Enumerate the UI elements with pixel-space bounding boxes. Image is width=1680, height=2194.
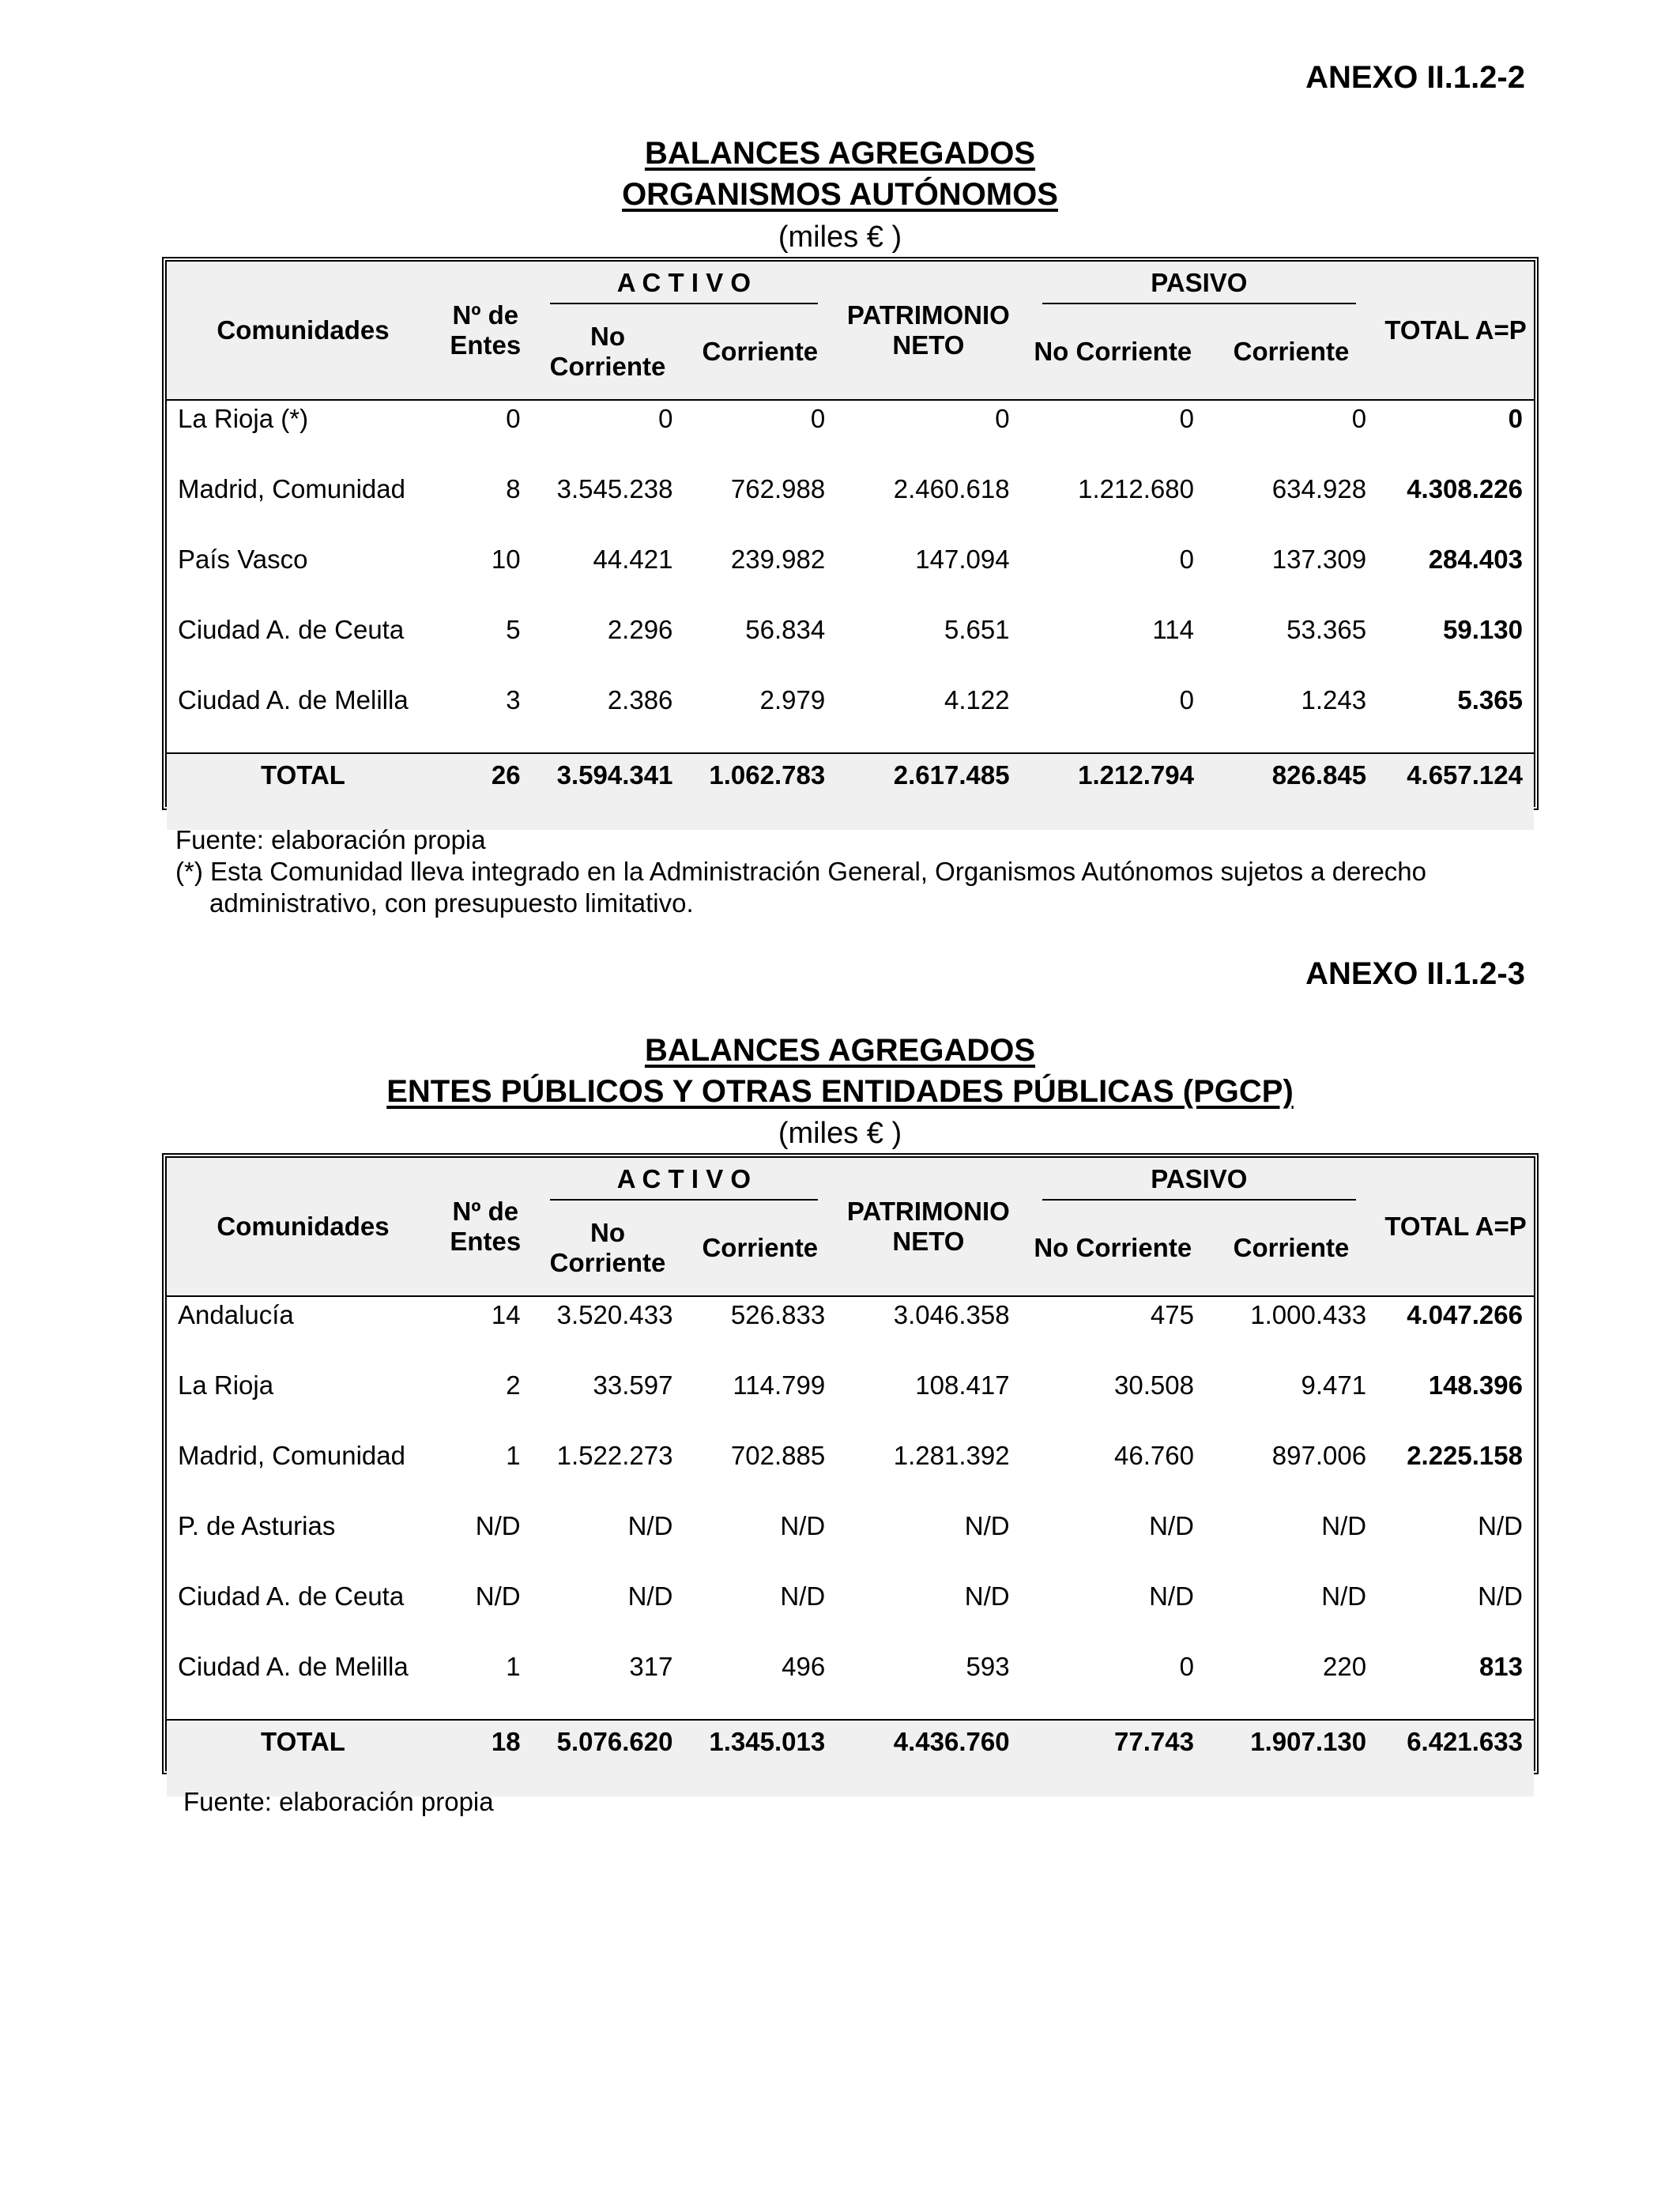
cell-pasivo-no-corriente: 1.212.794	[1021, 753, 1205, 830]
cell-comunidad: Ciudad A. de Melilla	[178, 685, 409, 714]
cell-activo-no-corriente: 3.594.341	[532, 753, 684, 830]
header-activo-no-corriente: No Corriente	[532, 1201, 684, 1296]
cell-total: N/D	[1478, 1581, 1523, 1611]
footnote-line-1: (*) Esta Comunidad lleva integrado en la Administración General, Organismos Autónomos sujetos a derecho	[175, 857, 1427, 886]
balance-table-organismos	[162, 257, 1539, 810]
cell-pasivo-no-corriente: 0	[1179, 1652, 1194, 1681]
source-note	[175, 824, 1426, 919]
cell-comunidad: País Vasco	[178, 545, 308, 574]
header-patrimonio: PATRIMONIO NETO	[836, 262, 1020, 400]
cell-comunidad: Andalucía	[178, 1300, 294, 1329]
cell-activo-no-corriente: 1.522.273	[556, 1441, 673, 1470]
cell-entes: 3	[506, 685, 521, 714]
cell-entes: 1	[506, 1652, 521, 1681]
cell-entes: 14	[491, 1300, 521, 1329]
cell-activo-corriente: 762.988	[730, 474, 826, 503]
cell-pasivo-corriente: 1.000.433	[1250, 1300, 1367, 1329]
cell-activo-corriente: N/D	[780, 1581, 826, 1611]
cell-comunidad: Madrid, Comunidad	[178, 474, 405, 503]
units-label: (miles € )	[778, 221, 902, 254]
cell-activo-corriente: 496	[782, 1652, 826, 1681]
header-activo-corriente: Corriente	[684, 1201, 836, 1296]
table-title: BALANCES AGREGADOS	[644, 136, 1036, 171]
cell-pasivo-no-corriente: N/D	[1149, 1511, 1194, 1540]
cell-total: 148.396	[1428, 1370, 1523, 1400]
header-entes: Nº de Entes	[439, 262, 532, 400]
cell-total: 813	[1478, 1652, 1523, 1681]
cell-entes: 1	[506, 1441, 521, 1470]
header-entes: Nº de Entes	[439, 1158, 532, 1296]
cell-comunidad: La Rioja	[178, 1370, 274, 1400]
header-activo-no-corriente: No Corriente	[532, 304, 684, 400]
cell-total-label: TOTAL	[167, 753, 439, 830]
header-total: TOTAL A=P	[1377, 1158, 1534, 1296]
cell-pasivo-corriente: N/D	[1321, 1511, 1367, 1540]
cell-activo-corriente: 2.979	[759, 685, 826, 714]
cell-entes: 10	[491, 545, 521, 574]
cell-entes: 18	[439, 1720, 532, 1796]
cell-total: 5.365	[1457, 685, 1523, 714]
cell-pasivo-no-corriente: 30.508	[1114, 1370, 1194, 1400]
table-row	[167, 1367, 1534, 1438]
cell-comunidad: La Rioja (*)	[178, 404, 309, 433]
header-activo: A C T I V O	[532, 1158, 837, 1201]
cell-activo-no-corriente: N/D	[627, 1511, 673, 1540]
total-row	[167, 1720, 1534, 1796]
cell-entes: 0	[506, 404, 521, 433]
cell-patrimonio: 2.460.618	[893, 474, 1010, 503]
cell-pasivo-corriente: 1.243	[1301, 685, 1367, 714]
cell-pasivo-no-corriente: N/D	[1149, 1581, 1194, 1611]
cell-activo-corriente: 114.799	[733, 1370, 826, 1400]
cell-activo-corriente: N/D	[780, 1511, 826, 1540]
cell-activo-no-corriente: 2.296	[607, 615, 673, 644]
cell-entes: N/D	[475, 1581, 521, 1611]
cell-pasivo-corriente: 826.845	[1205, 753, 1377, 830]
cell-activo-no-corriente: 2.386	[607, 685, 673, 714]
cell-activo-no-corriente: 44.421	[593, 545, 673, 574]
cell-activo-no-corriente: 5.076.620	[532, 1720, 684, 1796]
source-note	[183, 1786, 494, 1818]
table-row	[167, 1296, 1534, 1367]
footnote-line-2: administrativo, con presupuesto limitativo.	[209, 888, 694, 918]
cell-pasivo-no-corriente: 46.760	[1114, 1441, 1194, 1470]
cell-pasivo-corriente: 1.907.130	[1205, 1720, 1377, 1796]
cell-patrimonio: 5.651	[944, 615, 1010, 644]
header-pasivo-no-corriente: No Corriente	[1021, 304, 1205, 400]
cell-total: N/D	[1478, 1511, 1523, 1540]
table-row	[167, 1438, 1534, 1508]
units-label: (miles € )	[778, 1117, 902, 1150]
cell-pasivo-corriente: 137.309	[1271, 545, 1367, 574]
cell-comunidad: Ciudad A. de Ceuta	[178, 1581, 405, 1611]
cell-entes: N/D	[475, 1511, 521, 1540]
cell-patrimonio: 4.122	[944, 685, 1010, 714]
cell-patrimonio: 2.617.485	[836, 753, 1020, 830]
cell-activo-corriente: 1.062.783	[684, 753, 836, 830]
cell-patrimonio: 108.417	[915, 1370, 1010, 1400]
cell-patrimonio: 593	[966, 1652, 1010, 1681]
cell-total: 6.421.633	[1377, 1720, 1534, 1796]
cell-activo-corriente: 526.833	[730, 1300, 826, 1329]
header-activo-corriente: Corriente	[684, 304, 836, 400]
table-row	[167, 471, 1534, 541]
table-row	[167, 1649, 1534, 1720]
cell-patrimonio: 1.281.392	[893, 1441, 1010, 1470]
header-comunidades: Comunidades	[167, 1158, 439, 1296]
cell-entes: 5	[506, 615, 521, 644]
fuente-text: Fuente: elaboración propia	[183, 1787, 494, 1816]
table-title: BALANCES AGREGADOS	[644, 1033, 1036, 1068]
table-subtitle: ENTES PÚBLICOS Y OTRAS ENTIDADES PÚBLICAS (PGCP)	[386, 1074, 1294, 1109]
cell-comunidad: Madrid, Comunidad	[178, 1441, 405, 1470]
balance-table-entes-publicos	[162, 1153, 1539, 1774]
cell-pasivo-no-corriente: 0	[1179, 685, 1194, 714]
header-total: TOTAL A=P	[1377, 262, 1534, 400]
table-subtitle: ORGANISMOS AUTÓNOMOS	[622, 177, 1058, 212]
table-row	[167, 682, 1534, 753]
cell-comunidad: P. de Asturias	[178, 1511, 336, 1540]
header-pasivo-no-corriente: No Corriente	[1021, 1201, 1205, 1296]
cell-activo-corriente: 239.982	[730, 545, 826, 574]
cell-activo-corriente: 702.885	[730, 1441, 826, 1470]
cell-activo-no-corriente: 3.520.433	[556, 1300, 673, 1329]
cell-total: 59.130	[1443, 615, 1523, 644]
cell-activo-no-corriente: 317	[629, 1652, 673, 1681]
anexo-label: ANEXO II.1.2-3	[1305, 956, 1525, 991]
cell-comunidad: Ciudad A. de Melilla	[178, 1652, 409, 1681]
cell-pasivo-no-corriente: 0	[1179, 545, 1194, 574]
cell-total: 284.403	[1428, 545, 1523, 574]
cell-pasivo-no-corriente: 77.743	[1021, 1720, 1205, 1796]
cell-activo-no-corriente: 0	[658, 404, 673, 433]
cell-pasivo-no-corriente: 1.212.680	[1078, 474, 1194, 503]
cell-entes: 26	[439, 753, 532, 830]
cell-total: 0	[1508, 404, 1523, 433]
header-pasivo-corriente: Corriente	[1205, 1201, 1377, 1296]
cell-patrimonio: 147.094	[915, 545, 1010, 574]
header-activo: A C T I V O	[532, 262, 837, 304]
cell-entes: 2	[506, 1370, 521, 1400]
cell-pasivo-corriente: 634.928	[1271, 474, 1367, 503]
cell-entes: 8	[506, 474, 521, 503]
cell-activo-no-corriente: N/D	[627, 1581, 673, 1611]
header-pasivo-corriente: Corriente	[1205, 304, 1377, 400]
cell-pasivo-corriente: N/D	[1321, 1581, 1367, 1611]
cell-pasivo-corriente: 897.006	[1271, 1441, 1367, 1470]
cell-pasivo-corriente: 220	[1323, 1652, 1367, 1681]
total-row	[167, 753, 1534, 830]
cell-patrimonio: 3.046.358	[893, 1300, 1010, 1329]
cell-total: 2.225.158	[1407, 1441, 1523, 1470]
cell-activo-no-corriente: 3.545.238	[556, 474, 673, 503]
table-row	[167, 1578, 1534, 1649]
cell-patrimonio: N/D	[964, 1581, 1010, 1611]
cell-pasivo-corriente: 9.471	[1301, 1370, 1367, 1400]
cell-pasivo-no-corriente: 114	[1152, 615, 1194, 644]
cell-patrimonio: N/D	[964, 1511, 1010, 1540]
cell-pasivo-corriente: 0	[1351, 404, 1367, 433]
header-patrimonio: PATRIMONIO NETO	[836, 1158, 1020, 1296]
cell-total: 4.308.226	[1407, 474, 1523, 503]
cell-activo-corriente: 56.834	[745, 615, 826, 644]
cell-total: 4.047.266	[1407, 1300, 1523, 1329]
cell-pasivo-no-corriente: 475	[1150, 1300, 1194, 1329]
table-row	[167, 400, 1534, 471]
header-comunidades: Comunidades	[167, 262, 439, 400]
cell-comunidad: Ciudad A. de Ceuta	[178, 615, 405, 644]
anexo-label: ANEXO II.1.2-2	[1305, 60, 1525, 95]
table-row	[167, 1508, 1534, 1578]
cell-activo-corriente: 1.345.013	[684, 1720, 836, 1796]
cell-activo-corriente: 0	[810, 404, 826, 433]
cell-activo-no-corriente: 33.597	[593, 1370, 673, 1400]
cell-total: 4.657.124	[1377, 753, 1534, 830]
cell-total-label: TOTAL	[167, 1720, 439, 1796]
cell-patrimonio: 4.436.760	[836, 1720, 1020, 1796]
table-row	[167, 612, 1534, 682]
cell-pasivo-corriente: 53.365	[1286, 615, 1367, 644]
header-pasivo: PASIVO	[1021, 1158, 1378, 1201]
header-pasivo: PASIVO	[1021, 262, 1378, 304]
cell-patrimonio: 0	[995, 404, 1010, 433]
cell-pasivo-no-corriente: 0	[1179, 404, 1194, 433]
table-row	[167, 541, 1534, 612]
fuente-text: Fuente: elaboración propia	[175, 825, 486, 854]
